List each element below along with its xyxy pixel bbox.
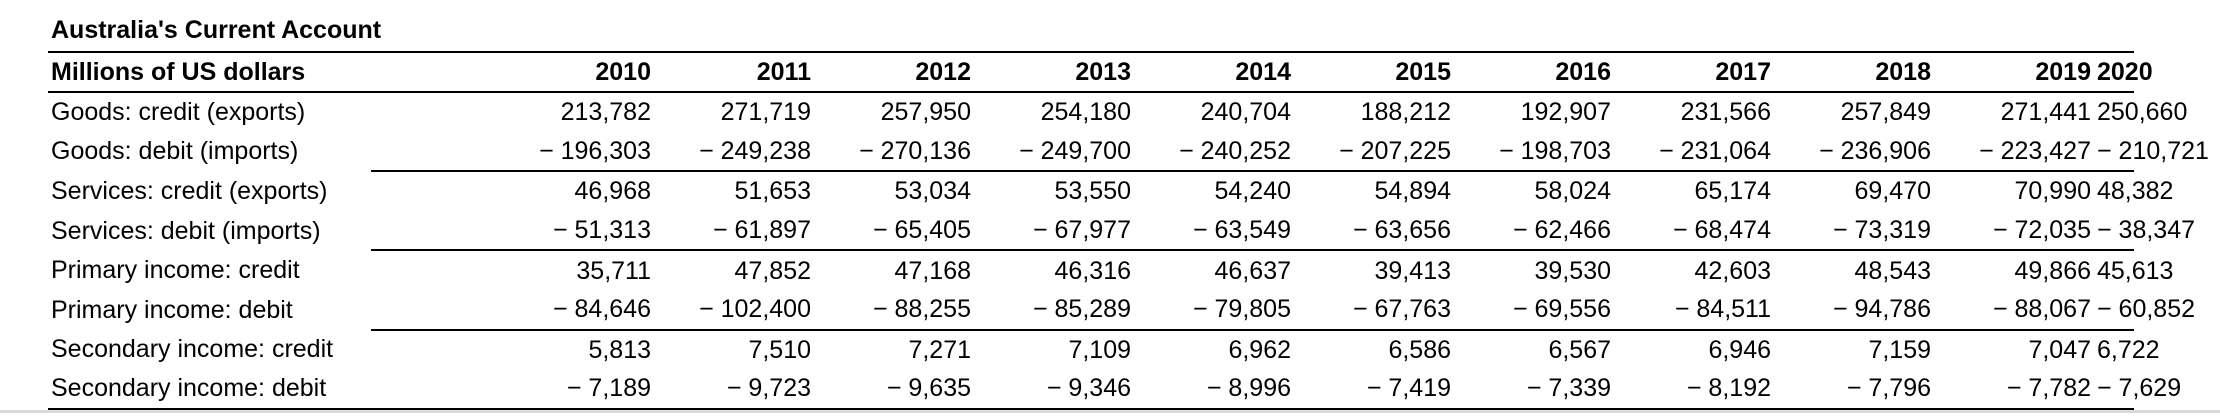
table-cell: − 63,656 [1352, 216, 1451, 245]
table-cell: 250,660 [2097, 98, 2188, 127]
table-cell: − 7,339 [1454, 369, 1614, 409]
table-cell: − 207,225 [1339, 136, 1451, 165]
table-cell: − 249,238 [699, 136, 811, 165]
table-cell: − 67,977 [1032, 216, 1131, 245]
table-cell: 70,990 [1934, 171, 2094, 211]
table-cell: 271,719 [720, 98, 811, 127]
year-header-2011: 2011 [654, 52, 814, 92]
year-header-2020: 2020 [2094, 52, 2134, 92]
unit-header: Millions of US dollars [48, 52, 371, 92]
table-cell: − 7,189 [371, 369, 654, 409]
year-header-2016: 2016 [1454, 52, 1614, 92]
table-cell: − 51,313 [552, 216, 651, 245]
table-cell: − 38,347 [2097, 216, 2196, 245]
table-cell: 5,813 [371, 330, 654, 370]
page-bottom-divider [0, 410, 2220, 413]
table-cell: 47,852 [654, 250, 814, 290]
year-header-2014: 2014 [1134, 52, 1294, 92]
row-label: Goods: debit (imports) [51, 137, 299, 166]
row-label: Primary income: credit [51, 256, 300, 285]
year-header-2017: 2017 [1614, 52, 1774, 92]
row-label: Services: debit (imports) [51, 216, 321, 245]
table-row [48, 290, 2134, 330]
row-label: Secondary income: debit [48, 369, 371, 409]
row-label: Services: credit (exports) [51, 176, 328, 205]
table-cell: 39,413 [1294, 250, 1454, 290]
table-cell: − 61,897 [712, 216, 811, 245]
table-row [48, 369, 2134, 409]
table-cell: − 88,067 [1992, 295, 2091, 324]
table-cell: 47,168 [814, 250, 974, 290]
table-cell: − 240,252 [1179, 136, 1291, 165]
table-cell: 231,566 [1680, 98, 1771, 127]
table-cell: 58,024 [1454, 171, 1614, 211]
table-cell: 53,550 [974, 171, 1134, 211]
table-cell: − 9,723 [654, 369, 814, 409]
year-header-2019: 2019 [1934, 52, 2094, 92]
table-cell: 49,866 [1934, 250, 2094, 290]
table-cell: − 94,786 [1832, 295, 1931, 324]
row-label: Secondary income: credit [51, 335, 334, 364]
table-cell: 42,603 [1614, 250, 1774, 290]
table-cell: 257,950 [880, 98, 971, 127]
table-cell: − 88,255 [872, 295, 971, 324]
table-cell: 7,109 [974, 330, 1134, 370]
table-cell: − 198,703 [1499, 136, 1611, 165]
table-cell: 46,316 [974, 250, 1134, 290]
table-cell: 53,034 [814, 171, 974, 211]
table-cell: − 7,796 [1774, 369, 1934, 409]
table-cell: − 249,700 [1019, 136, 1131, 165]
table-cell: 7,271 [814, 330, 974, 370]
table-cell: 39,530 [1454, 250, 1614, 290]
header-row [48, 52, 2134, 92]
table-cell: 65,174 [1614, 171, 1774, 211]
row-label: Goods: credit (exports) [51, 98, 306, 127]
table-cell: − 223,427 [1979, 136, 2091, 165]
table-row [48, 211, 2134, 251]
table-cell: − 72,035 [1992, 216, 2091, 245]
table-cell: − 7,629 [2094, 369, 2134, 409]
table-cell: 271,441 [2000, 98, 2091, 127]
current-account-table [48, 51, 2209, 410]
table-cell: 6,722 [2094, 330, 2134, 370]
table-cell: 188,212 [1360, 98, 1451, 127]
table-cell: − 210,721 [2097, 136, 2209, 165]
table-cell: 257,849 [1840, 98, 1931, 127]
table-body [48, 92, 2209, 409]
table-cell: − 9,346 [974, 369, 1134, 409]
table-cell: − 8,996 [1134, 369, 1294, 409]
table-row [48, 132, 2134, 172]
table-cell: − 270,136 [859, 136, 971, 165]
table-cell: − 84,511 [1674, 295, 1771, 324]
table-cell: 54,894 [1294, 171, 1454, 211]
table-row [48, 171, 2134, 211]
year-header-2015: 2015 [1294, 52, 1454, 92]
table-cell: 6,567 [1454, 330, 1614, 370]
year-header-2013: 2013 [974, 52, 1134, 92]
table-row [48, 92, 2134, 132]
table-cell: 46,637 [1134, 250, 1294, 290]
table-cell: − 7,782 [1934, 369, 2094, 409]
table-cell: − 7,419 [1294, 369, 1454, 409]
table-cell: 6,962 [1134, 330, 1294, 370]
table-cell: − 9,635 [814, 369, 974, 409]
year-header-2018: 2018 [1774, 52, 1934, 92]
table-title: Australia's Current Account [51, 16, 382, 44]
table-cell: 46,968 [371, 171, 654, 211]
table-cell: 7,047 [1934, 330, 2094, 370]
table-cell: − 231,064 [1659, 136, 1771, 165]
table-cell: − 73,319 [1832, 216, 1931, 245]
table-cell: − 85,289 [1032, 295, 1131, 324]
table-cell: − 60,852 [2097, 295, 2196, 324]
table-cell: − 62,466 [1512, 216, 1611, 245]
table-cell: − 65,405 [872, 216, 971, 245]
table-cell: 240,704 [1200, 98, 1291, 127]
table-cell: 7,159 [1774, 330, 1934, 370]
table-cell: 45,613 [2094, 250, 2134, 290]
table-cell: 6,946 [1614, 330, 1774, 370]
table-cell: − 84,646 [552, 295, 651, 324]
table-cell: − 67,763 [1352, 295, 1451, 324]
table-cell: − 102,400 [699, 295, 811, 324]
table-cell: − 69,556 [1512, 295, 1611, 324]
table-cell: − 236,906 [1819, 136, 1931, 165]
table-row [48, 250, 2134, 290]
table-cell: 213,782 [560, 98, 651, 127]
table-cell: 69,470 [1774, 171, 1934, 211]
table-cell: 48,543 [1774, 250, 1934, 290]
table-cell: − 68,474 [1672, 216, 1771, 245]
table-cell: 51,653 [654, 171, 814, 211]
table-cell: − 63,549 [1192, 216, 1291, 245]
row-label: Primary income: debit [51, 295, 293, 324]
year-header-2012: 2012 [814, 52, 974, 92]
table-cell: 254,180 [1040, 98, 1131, 127]
table-cell: 6,586 [1294, 330, 1454, 370]
table-cell: − 8,192 [1614, 369, 1774, 409]
table-cell: 192,907 [1520, 98, 1611, 127]
table-cell: − 196,303 [539, 136, 651, 165]
table-row [48, 330, 2134, 370]
table-cell: 7,510 [654, 330, 814, 370]
year-header-2010: 2010 [371, 52, 654, 92]
table-cell: 54,240 [1134, 171, 1294, 211]
table-cell: 48,382 [2094, 171, 2134, 211]
table-cell: 35,711 [371, 250, 654, 290]
table-cell: − 79,805 [1192, 295, 1291, 324]
